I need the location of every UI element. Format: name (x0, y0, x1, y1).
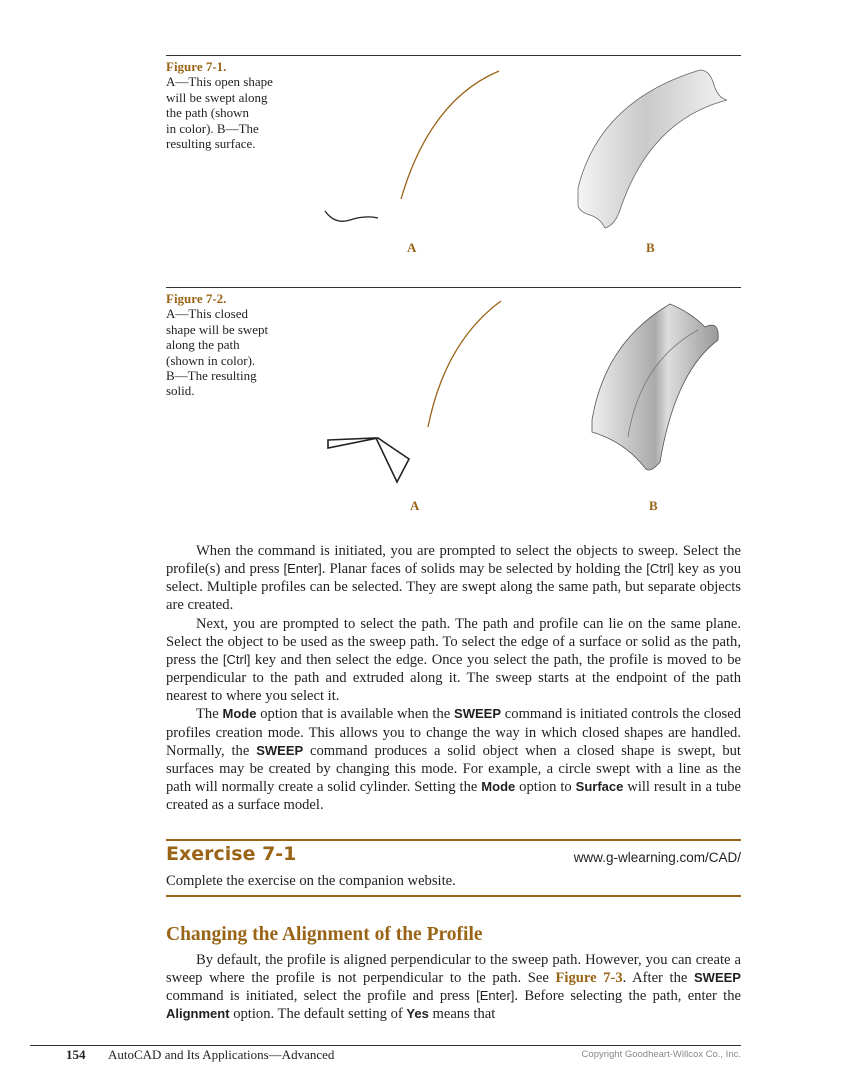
caption-line: solid. (166, 383, 195, 399)
swept-surface (578, 70, 727, 228)
paragraph (166, 705, 741, 814)
key-name: [Enter] (476, 988, 515, 1004)
text-run: command is initiated controls the closed profiles creation mode. This allows you to change the way in which closed shapes are handled. Normally, the (166, 706, 741, 759)
footer-rule (30, 1045, 741, 1046)
figure-7-1-illustration (300, 60, 740, 240)
paragraph (166, 951, 741, 1024)
exercise-text: Complete the exercise on the companion website. (166, 873, 456, 889)
text-run: key and then select the edge. Once you select the path, the profile is moved to be perpendicular to the path and extruded along it. The sweep starts at the endpoint of the path nearest to where you select it. (166, 651, 741, 705)
figure-reference-link[interactable]: Figure 7-3 (555, 970, 623, 987)
caption-line: B—The resulting (166, 368, 257, 384)
text-run: key as you select. Multiple profiles can be selected. They are swept along the same path, but separate objects are created. (166, 561, 741, 614)
caption-line: (shown in color). (166, 352, 256, 368)
closed-profile (328, 438, 409, 482)
text-run: means that (428, 1006, 496, 1023)
figure-title: Figure 7-1. (166, 59, 227, 74)
section-body (166, 951, 741, 1024)
text-run: . Before selecting the path, enter the (514, 988, 741, 1005)
text-run: option that is available when the (256, 706, 455, 723)
page-number: 154 (66, 1047, 86, 1062)
figure-7-2-illustration (300, 292, 740, 492)
open-profile (325, 211, 378, 221)
figure-label-b: B (649, 498, 658, 513)
exercise-url-link[interactable]: www.g-wlearning.com/CAD/ (573, 850, 741, 865)
text-run: . After the (622, 970, 695, 987)
text-run: Next, you are prompted to select the path. The path and profile can lie on the same plane. Select the object to be used as the sweep path. To select the edge of a surface or solid as the path, press the (166, 615, 741, 668)
section-heading: Changing the Alignment of the Profile (166, 924, 483, 945)
key-name: [Ctrl] (646, 561, 674, 577)
figure-7-1-caption (166, 59, 273, 151)
text-run: command produces a solid object when a closed shape is swept, but surfaces may be created by changing this mode. For example, a circle swept with a line as the path will normally create a solid cylinder. Setting the (166, 742, 741, 796)
command-name: SWEEP (694, 970, 741, 986)
text-run: will result in a tube created as a surface model. (166, 779, 742, 814)
command-name: Mode (481, 779, 516, 795)
command-name: Surface (575, 779, 624, 795)
key-name: [Ctrl] (222, 651, 251, 667)
figure-label-a: A (410, 498, 420, 513)
figure-top-rule (166, 55, 741, 56)
command-name: SWEEP (256, 742, 304, 758)
paragraph (166, 615, 741, 706)
text-run: When the command is initiated, you are prompted to select the objects to sweep. Select the profile(s) and press (166, 543, 741, 578)
paragraph (166, 542, 741, 615)
exercise-bottom-rule (166, 895, 741, 897)
caption-line: in color). B—The (166, 120, 259, 136)
text-run: By default, the profile is aligned perpendicular to the sweep path. However, you can create a sweep where the profile is not perpendicular to the path. See (166, 952, 741, 987)
figure-title: Figure 7-2. (166, 291, 227, 306)
caption-line: along the path (166, 337, 240, 353)
text-run: option to (515, 779, 576, 796)
text-run: . Planar faces of solids may be selected by holding the (321, 561, 647, 578)
figure-label-a: A (407, 240, 417, 255)
exercise-top-rule (166, 839, 741, 841)
caption-line: A—This open shape (166, 74, 273, 90)
figure-7-2-caption (166, 291, 268, 399)
caption-line: A—This closed (166, 306, 248, 322)
command-name: Alignment (166, 1006, 230, 1022)
caption-line: resulting surface. (166, 136, 256, 152)
command-name: Mode (222, 706, 257, 722)
figure-top-rule (166, 287, 741, 288)
figure-label-b: B (646, 240, 655, 255)
key-name: [Enter] (283, 561, 322, 577)
text-run: option. The default setting of (229, 1006, 407, 1023)
sweep-path (401, 71, 499, 199)
caption-line: will be swept along (166, 89, 268, 105)
command-name: Yes (406, 1006, 429, 1022)
command-name: SWEEP (454, 706, 501, 722)
text-run: command is initiated, select the profile and press (166, 988, 477, 1005)
body-text (166, 542, 741, 814)
book-title: AutoCAD and Its Applications—Advanced (108, 1047, 335, 1062)
exercise-title: Exercise 7-1 (166, 843, 297, 865)
swept-solid (592, 304, 718, 470)
copyright: Copyright Goodheart-Willcox Co., Inc. (581, 1049, 741, 1060)
caption-line: the path (shown (166, 105, 250, 121)
text-run: The (196, 706, 223, 723)
sweep-path (428, 301, 501, 427)
caption-line: shape will be swept (166, 321, 269, 337)
